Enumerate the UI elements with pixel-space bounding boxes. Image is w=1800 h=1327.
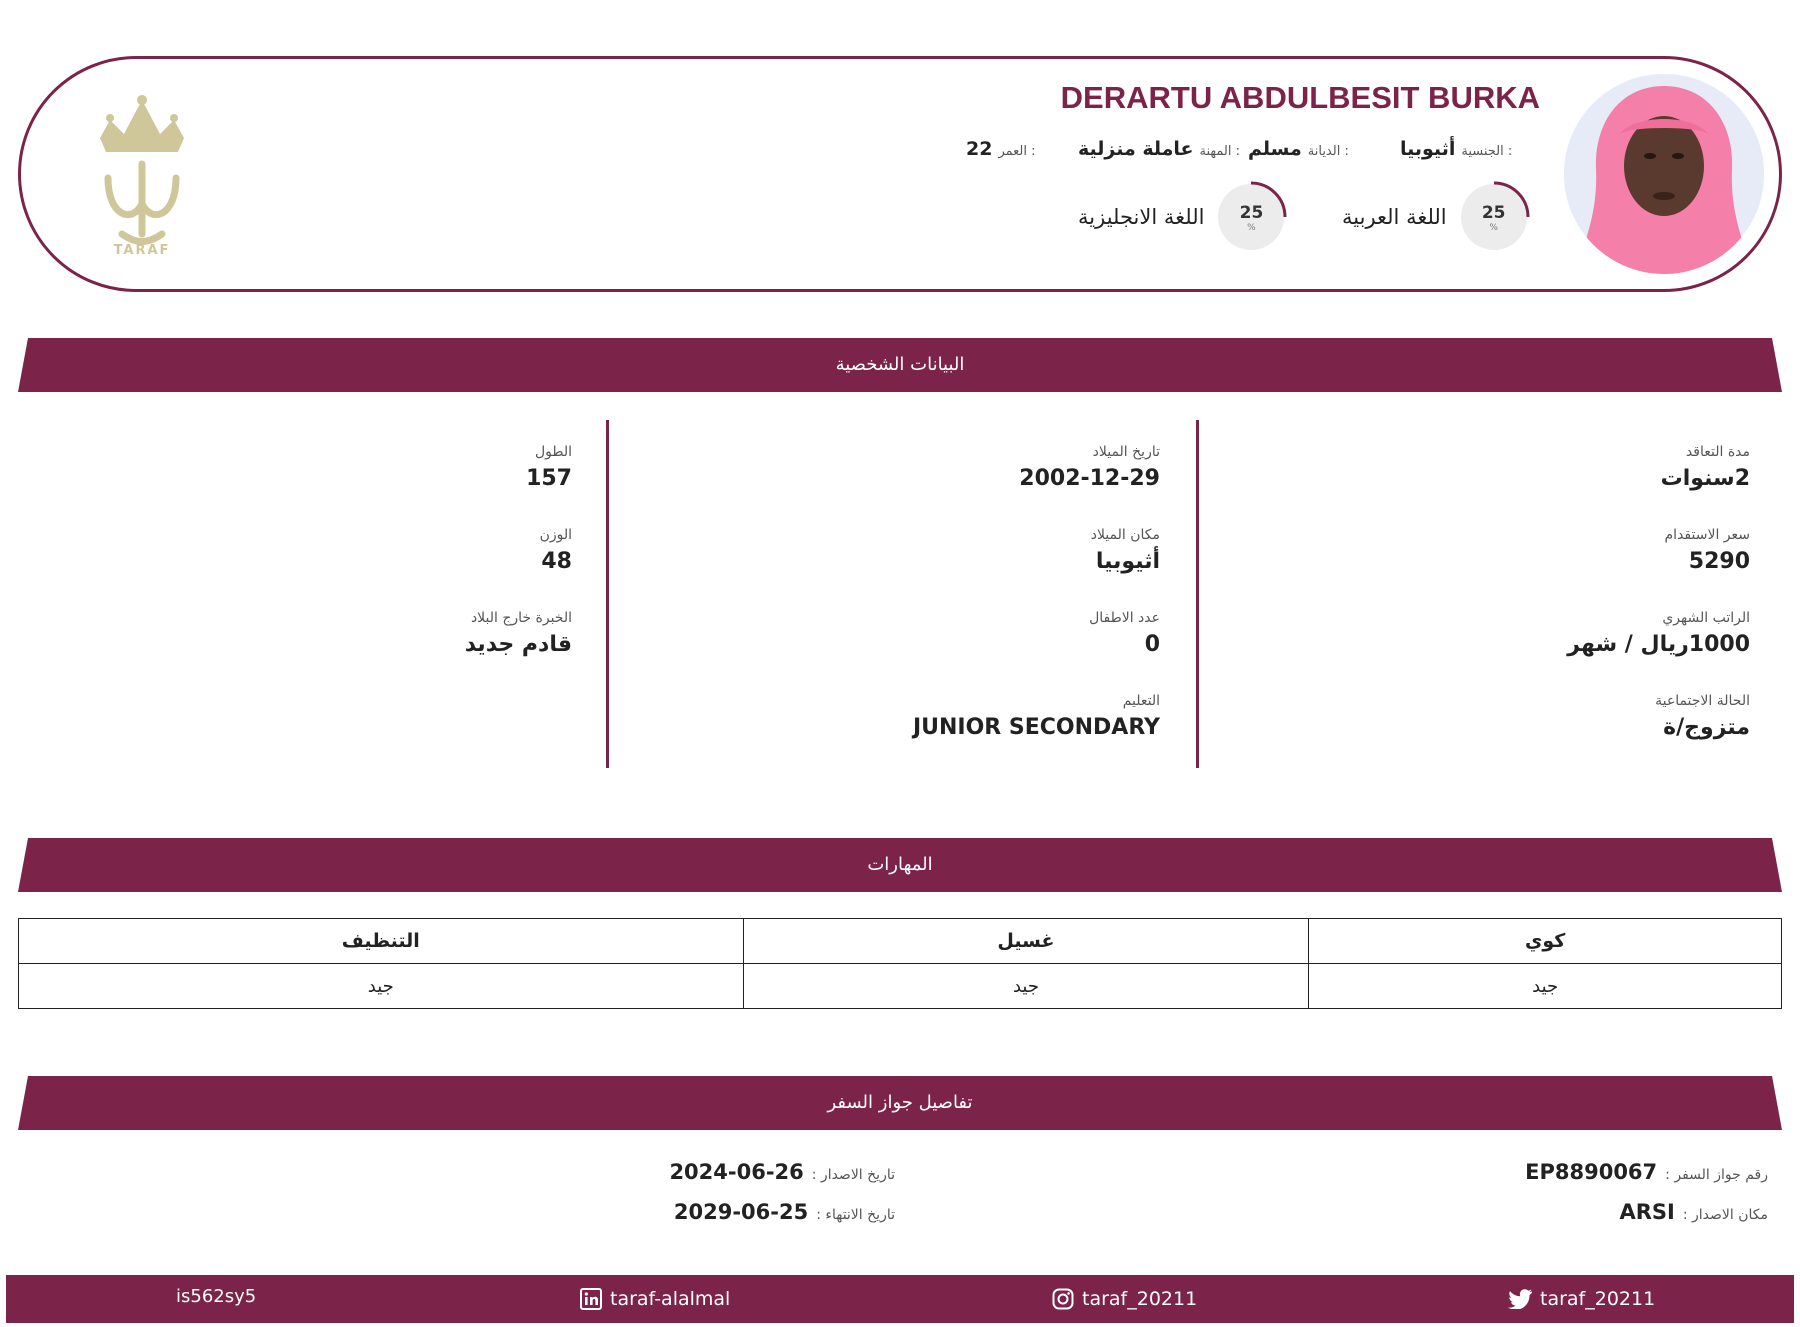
language-percent: 25 [1239,203,1264,223]
profession-label: المهنة : [1199,144,1241,159]
religion-label: الديانة : [1307,144,1349,159]
field-value: 0 [1144,632,1160,657]
field-value: 157 [526,466,572,491]
field-label: الراتب الشهري [1662,610,1750,626]
field-monthly-salary [1230,610,1750,693]
personal-column-1 [1230,444,1750,776]
language-name: اللغة العربية [1342,205,1447,229]
worker-name: DERARTU ABDULBESIT BURKA [1060,80,1540,115]
field-label: تاريخ الاصدار : [811,1167,895,1183]
field-experience-abroad [60,610,572,693]
footer-linkedin-link[interactable] [580,1288,730,1310]
footer-instagram-link[interactable] [1052,1288,1197,1310]
instagram-icon [1052,1288,1074,1310]
nationality-value: أثيوبيا [1400,138,1456,160]
field-height [60,444,572,527]
field-value: 5290 [1688,549,1750,574]
field-recruitment-price [1230,527,1750,610]
section-title: المهارات [867,854,933,875]
passport-issue-place-field [1619,1200,1768,1224]
field-label: الخبرة خارج البلاد [470,610,572,626]
twitter-icon [1508,1289,1532,1309]
language-percent-unit: % [1247,223,1256,233]
passport-issue-date-field [669,1160,895,1184]
field-contract-duration [1230,444,1750,527]
table-header-cell: غسيل [743,919,1309,964]
table-cell: جيد [19,964,744,1009]
field-value: ARSI [1619,1200,1675,1224]
field-label: الطول [534,444,572,460]
table-cell: جيد [743,964,1309,1009]
footer-instagram-handle: taraf_20211 [1082,1288,1198,1310]
passport-number-field [1525,1160,1768,1184]
age-value: 22 [966,138,993,160]
field-value: 2024-06-26 [669,1160,804,1184]
field-label: سعر الاستقدام [1664,527,1750,543]
section-bar-skills [18,838,1782,892]
personal-column-2 [640,444,1160,776]
language-percent-unit: % [1489,223,1498,233]
age-label: العمر : [998,144,1036,159]
field-value: 2002-12-29 [1019,466,1160,491]
field-label: التعليم [1122,693,1160,709]
field-birth-place [640,527,1160,610]
language-level-ring [1461,184,1527,250]
field-value: 48 [541,549,572,574]
profile-photo [1564,74,1764,274]
language-name: اللغة الانجليزية [1078,205,1205,229]
table-header-cell: كوي [1309,919,1782,964]
footer-twitter-link[interactable] [1508,1288,1655,1310]
table-row [19,919,1782,964]
field-label: رقم جواز السفر : [1665,1167,1768,1183]
linkedin-icon [580,1288,602,1310]
field-value: 1000ريال / شهر [1567,632,1750,657]
field-value: JUNIOR SECONDARY [912,715,1160,740]
field-label: عدد الاطفال [1089,610,1160,626]
section-bar-personal [18,338,1782,392]
field-birth-date [640,444,1160,527]
religion-field [1248,138,1349,160]
language-level-ring [1218,184,1284,250]
field-label: الوزن [539,527,572,543]
passport-expiry-date-field [674,1200,895,1224]
language-arabic [1342,184,1527,250]
table-cell: جيد [1309,964,1782,1009]
nationality-field [1400,138,1512,160]
profession-value: عاملة منزلية [1078,138,1194,160]
nationality-label: الجنسية : [1461,144,1513,159]
footer-linkedin-handle: taraf-alalmal [610,1288,731,1310]
field-weight [60,527,572,610]
field-label: الحالة الاجتماعية [1655,693,1750,709]
field-value: قادم جديد [464,632,572,657]
table-row [19,964,1782,1009]
field-value: 2029-06-25 [673,1200,809,1224]
logo-text: TARAF [113,243,171,258]
taraf-logo [82,94,202,258]
section-title: تفاصيل جواز السفر [827,1092,973,1113]
field-children-count [640,610,1160,693]
footer-reference-code [176,1286,256,1307]
field-marital-status [1230,693,1750,776]
personal-column-3 [60,444,572,693]
profession-field [1078,138,1240,160]
religion-value: مسلم [1248,138,1302,160]
field-label: مكان الميلاد [1090,527,1160,543]
field-value: متزوج/ة [1663,715,1750,740]
field-label: تاريخ الانتهاء : [816,1207,895,1223]
column-divider [606,420,609,768]
field-value: أثيوبيا [1095,549,1160,574]
language-percent: 25 [1481,203,1506,223]
language-english [1078,184,1284,250]
field-label: مكان الاصدار : [1682,1207,1768,1223]
column-divider [1196,420,1199,768]
field-value: 2سنوات [1660,466,1750,491]
field-value: EP8890067 [1525,1160,1658,1184]
age-field [966,138,1036,160]
table-header-cell: التنظيف [19,919,744,964]
reference-code: is562sy5 [176,1286,257,1307]
field-label: مدة التعاقد [1685,444,1750,460]
section-title: البيانات الشخصية [835,354,965,375]
field-education [640,693,1160,776]
field-label: تاريخ الميلاد [1092,444,1160,460]
footer-twitter-handle: taraf_20211 [1540,1288,1656,1310]
section-bar-passport [18,1076,1782,1130]
skills-table [18,918,1782,1009]
